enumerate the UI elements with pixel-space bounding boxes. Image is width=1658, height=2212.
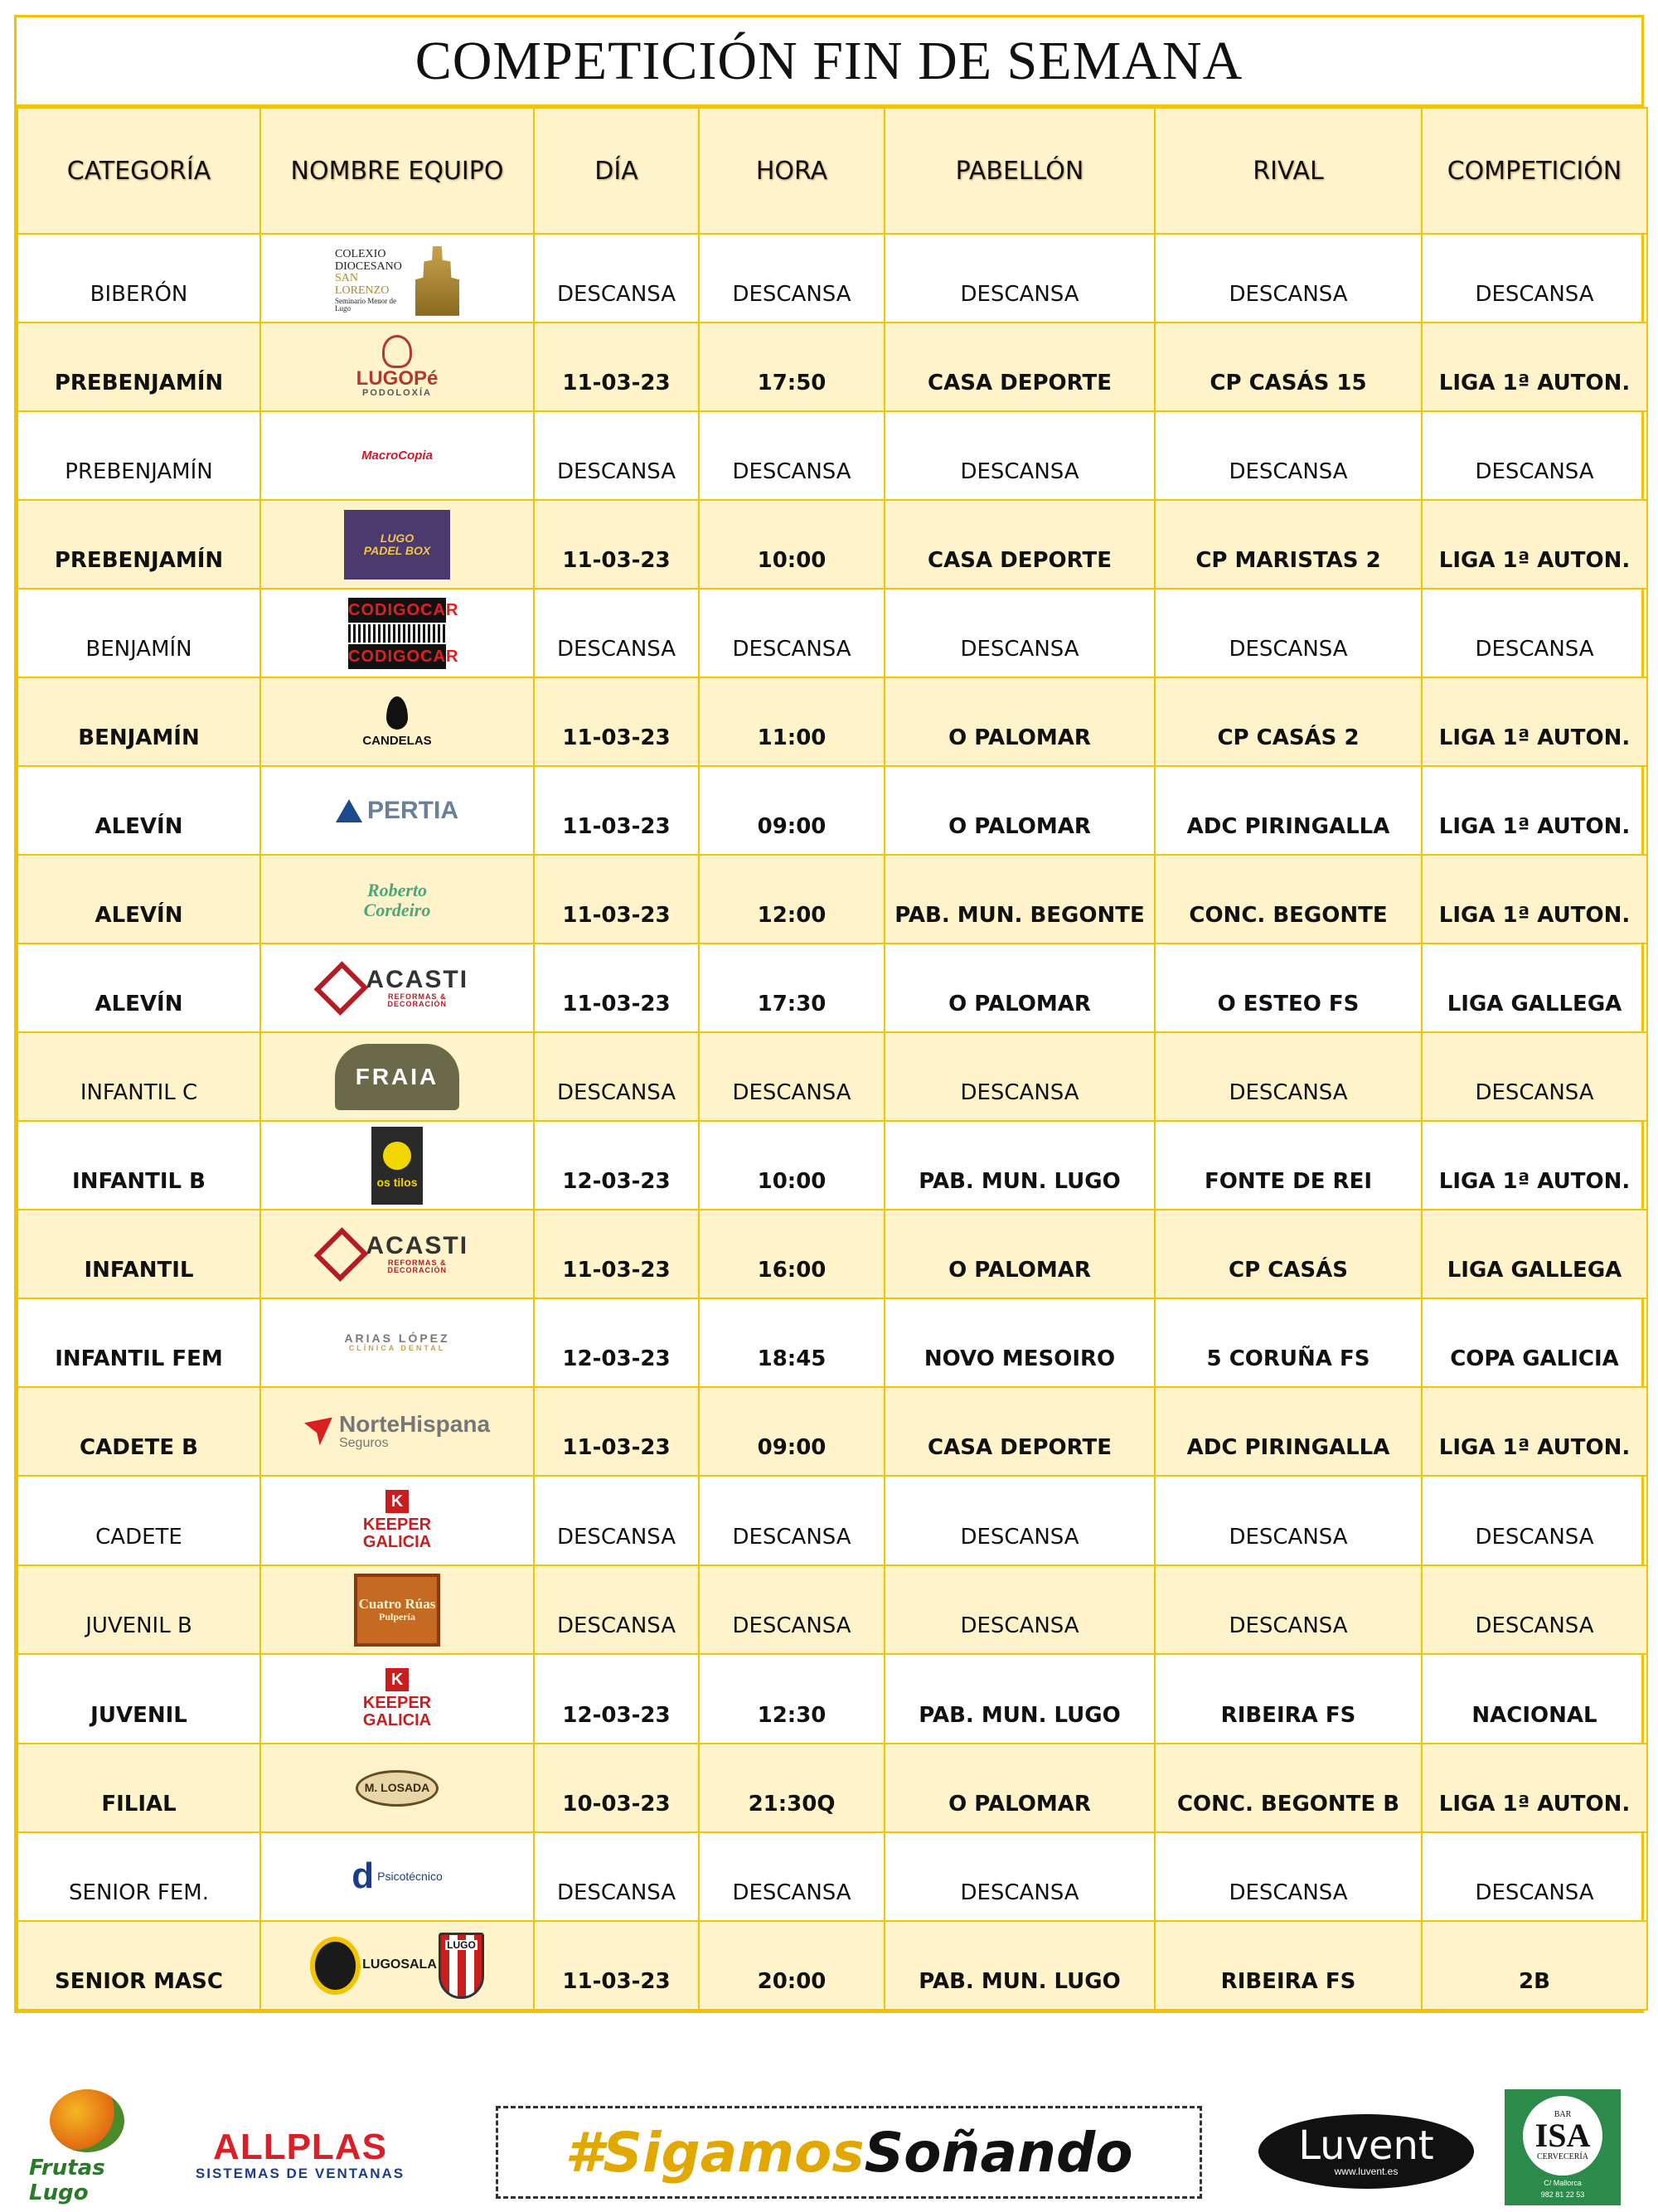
- cell-hora: 10:00: [699, 500, 885, 589]
- fruit-icon: [50, 2089, 124, 2152]
- cell-pabellon: O PALOMAR: [885, 1210, 1155, 1298]
- team-logo-cell: [260, 234, 534, 323]
- cell-rival: RIBEIRA FS: [1155, 1921, 1422, 2010]
- team-logo-cell: [260, 411, 534, 500]
- cell-dia: 11-03-23: [534, 1921, 699, 2010]
- logo-text: M. LOSADA: [364, 1781, 430, 1795]
- cell-rival: DESCANSA: [1155, 589, 1422, 677]
- logo-text: ACASTI: [366, 966, 469, 994]
- cell-competicion: LIGA 1ª AUTON.: [1422, 500, 1647, 589]
- cell-categoria: CADETE: [17, 1476, 260, 1565]
- team-logo-cell: [260, 677, 534, 766]
- cell-rival: DESCANSA: [1155, 1476, 1422, 1565]
- cell-categoria: SENIOR MASC: [17, 1921, 260, 2010]
- lugope-logo: [339, 330, 455, 405]
- team-logo-cell: [260, 1210, 534, 1298]
- cell-dia: DESCANSA: [534, 411, 699, 500]
- cell-rival: DESCANSA: [1155, 1032, 1422, 1121]
- cell-categoria: ALEVÍN: [17, 766, 260, 855]
- team-logo-cell: [260, 1744, 534, 1832]
- cell-competicion: DESCANSA: [1422, 1832, 1647, 1921]
- cell-rival: CP CASÁS 15: [1155, 323, 1422, 411]
- cell-hora: 12:30: [699, 1654, 885, 1744]
- cell-hora: DESCANSA: [699, 234, 885, 323]
- acasti-mark-icon: [314, 961, 368, 1015]
- table-header-row: [17, 108, 1647, 234]
- team-logo-cell: [260, 943, 534, 1032]
- foot-icon: [382, 335, 412, 368]
- church-tower-icon: [415, 246, 459, 316]
- sponsor-luvent-logo: [1258, 2114, 1474, 2189]
- candelas-logo: [356, 685, 439, 759]
- isa-phone: 982 81 22 53: [1540, 2190, 1585, 2199]
- macrocopia-logo: [351, 431, 443, 481]
- cell-pabellon: DESCANSA: [885, 1476, 1155, 1565]
- sponsor-bar-isa-logo: [1505, 2089, 1621, 2205]
- cell-dia: 11-03-23: [534, 766, 699, 855]
- logo-text: Roberto Cordeiro: [363, 880, 431, 920]
- cell-categoria: SENIOR FEM.: [17, 1832, 260, 1921]
- cell-pabellon: O PALOMAR: [885, 766, 1155, 855]
- header-nombre-equipo: NOMBRE EQUIPO: [260, 108, 534, 234]
- cell-dia: 10-03-23: [534, 1744, 699, 1832]
- cell-dia: DESCANSA: [534, 1832, 699, 1921]
- cell-rival: DESCANSA: [1155, 1832, 1422, 1921]
- cell-competicion: DESCANSA: [1422, 1032, 1647, 1121]
- cell-competicion: DESCANSA: [1422, 1476, 1647, 1565]
- cell-dia: 11-03-23: [534, 855, 699, 943]
- cell-pabellon: DESCANSA: [885, 589, 1155, 677]
- team-logo-cell: [260, 1032, 534, 1121]
- keeper-galicia-logo: [351, 1658, 443, 1739]
- cell-categoria: JUVENIL: [17, 1654, 260, 1744]
- cell-competicion: DESCANSA: [1422, 234, 1647, 323]
- logo-text: LUGOSALA: [362, 1957, 437, 1972]
- logo-text: os tilos: [376, 1176, 418, 1190]
- cell-competicion: COPA GALICIA: [1422, 1298, 1647, 1387]
- logo-text: LUGO: [447, 1938, 476, 1951]
- cell-competicion: LIGA 1ª AUTON.: [1422, 766, 1647, 855]
- cell-pabellon: CASA DEPORTE: [885, 323, 1155, 411]
- cell-competicion: LIGA 1ª AUTON.: [1422, 1387, 1647, 1476]
- cell-hora: 10:00: [699, 1121, 885, 1210]
- cell-pabellon: DESCANSA: [885, 234, 1155, 323]
- logo-text: d: [351, 1855, 375, 1897]
- psicotecnico-logo: [351, 1848, 443, 1906]
- table-row: [17, 855, 1647, 943]
- logo-text: Pulpería: [379, 1611, 415, 1623]
- schedule-body: [17, 234, 1647, 2010]
- logo-text: MacroCopia: [361, 448, 433, 463]
- cell-hora: 17:30: [699, 943, 885, 1032]
- cell-rival: ADC PIRINGALLA: [1155, 1387, 1422, 1476]
- cell-competicion: DESCANSA: [1422, 411, 1647, 500]
- isa-top: BAR: [1554, 2110, 1572, 2119]
- cell-pabellon: PAB. MUN. LUGO: [885, 1121, 1155, 1210]
- cell-rival: CONC. BEGONTE: [1155, 855, 1422, 943]
- cell-rival: 5 CORUÑA FS: [1155, 1298, 1422, 1387]
- cell-hora: 16:00: [699, 1210, 885, 1298]
- fraia-logo: [335, 1044, 459, 1110]
- cell-pabellon: PAB. MUN. LUGO: [885, 1654, 1155, 1744]
- cell-categoria: INFANTIL: [17, 1210, 260, 1298]
- cell-pabellon: DESCANSA: [885, 411, 1155, 500]
- cell-pabellon: O PALOMAR: [885, 677, 1155, 766]
- allplas-name: ALLPLAS: [213, 2127, 387, 2167]
- cell-dia: 11-03-23: [534, 943, 699, 1032]
- nortehispana-mark-icon: [304, 1418, 332, 1446]
- table-row: [17, 234, 1647, 323]
- logo-text: CODIGOCAR: [348, 644, 446, 669]
- luvent-name: Luvent: [1298, 2122, 1434, 2169]
- cell-categoria: INFANTIL FEM: [17, 1298, 260, 1387]
- table-row: [17, 1832, 1647, 1921]
- team-logo-cell: [260, 1476, 534, 1565]
- nortehispana-logo: [302, 1407, 492, 1457]
- cell-pabellon: PAB. MUN. BEGONTE: [885, 855, 1155, 943]
- header-categoria: CATEGORÍA: [17, 108, 260, 234]
- cell-rival: CP CASÁS 2: [1155, 677, 1422, 766]
- logo-text: PERTIA: [366, 796, 458, 824]
- cell-pabellon: CASA DEPORTE: [885, 1387, 1155, 1476]
- cell-categoria: ALEVÍN: [17, 855, 260, 943]
- cell-dia: DESCANSA: [534, 1476, 699, 1565]
- allplas-tagline: SISTEMAS DE VENTANAS: [195, 2166, 405, 2181]
- os-tilos-logo: [371, 1127, 423, 1205]
- cell-categoria: BIBERÓN: [17, 234, 260, 323]
- arias-lopez-logo: [335, 1322, 459, 1364]
- cell-categoria: PREBENJAMÍN: [17, 500, 260, 589]
- cell-hora: 21:30Q: [699, 1744, 885, 1832]
- isa-sub: CERVECERÍA: [1537, 2152, 1588, 2161]
- logo-text: SAN LORENZO: [335, 272, 390, 298]
- cell-competicion: LIGA 1ª AUTON.: [1422, 855, 1647, 943]
- table-row: [17, 323, 1647, 411]
- cell-competicion: LIGA 1ª AUTON.: [1422, 677, 1647, 766]
- isa-name: ISA: [1534, 2117, 1591, 2154]
- acasti-logo: [322, 955, 472, 1021]
- logo-text: FRAIA: [355, 1063, 439, 1089]
- logo-text: NorteHispana: [338, 1411, 491, 1438]
- colexio-san-lorenzo-logo: [335, 244, 459, 318]
- table-row: [17, 1921, 1647, 2010]
- team-logo-cell: [260, 1121, 534, 1210]
- team-logo-cell: [260, 766, 534, 855]
- cell-dia: 11-03-23: [534, 323, 699, 411]
- cell-dia: 11-03-23: [534, 1387, 699, 1476]
- cell-hora: DESCANSA: [699, 1476, 885, 1565]
- pertia-logo: [331, 790, 463, 832]
- logo-text: Psicotécnico: [377, 1870, 443, 1884]
- sponsor-frutas-lugo-logo: [29, 2089, 145, 2205]
- triangle-icon: [336, 799, 362, 822]
- table-row: [17, 1210, 1647, 1298]
- team-logo-cell: [260, 1298, 534, 1387]
- cell-pabellon: DESCANSA: [885, 1032, 1155, 1121]
- cell-categoria: BENJAMÍN: [17, 677, 260, 766]
- logo-text: Cuatro Rúas: [358, 1596, 436, 1613]
- cell-hora: 12:00: [699, 855, 885, 943]
- page-title: COMPETICIÓN FIN DE SEMANA: [17, 17, 1641, 107]
- cell-categoria: BENJAMÍN: [17, 589, 260, 677]
- cell-competicion: NACIONAL: [1422, 1654, 1647, 1744]
- table-row: [17, 1654, 1647, 1744]
- cell-dia: DESCANSA: [534, 589, 699, 677]
- cell-competicion: LIGA 1ª AUTON.: [1422, 1121, 1647, 1210]
- sponsor-frutas-label: Frutas Lugo: [29, 2156, 105, 2205]
- cell-rival: ADC PIRINGALLA: [1155, 766, 1422, 855]
- slogan-box: [496, 2106, 1202, 2199]
- barcode-icon: [348, 624, 446, 643]
- logo-text: DIOCESANO: [335, 260, 402, 273]
- table-row: [17, 1387, 1647, 1476]
- cell-categoria: INFANTIL C: [17, 1032, 260, 1121]
- lugo-shield-icon: [439, 1933, 484, 1999]
- cell-rival: O ESTEO FS: [1155, 943, 1422, 1032]
- cell-rival: FONTE DE REI: [1155, 1121, 1422, 1210]
- team-logo-cell: [260, 1832, 534, 1921]
- cell-pabellon: NOVO MESOIRO: [885, 1298, 1155, 1387]
- cell-categoria: PREBENJAMÍN: [17, 323, 260, 411]
- team-logo-cell: [260, 1565, 534, 1654]
- cell-pabellon: O PALOMAR: [885, 1744, 1155, 1832]
- logo-text: PADEL BOX: [363, 543, 431, 557]
- isa-address: C/ Mallorca: [1544, 2179, 1582, 2187]
- cell-competicion: DESCANSA: [1422, 1565, 1647, 1654]
- cell-competicion: DESCANSA: [1422, 589, 1647, 677]
- cell-categoria: PREBENJAMÍN: [17, 411, 260, 500]
- table-row: [17, 1476, 1647, 1565]
- logo-text: Seminario Menor de Lugo: [335, 296, 396, 313]
- codigocar-logo: [347, 594, 459, 673]
- cell-dia: 12-03-23: [534, 1298, 699, 1387]
- cell-hora: 20:00: [699, 1921, 885, 2010]
- logo-text: LUGO: [380, 531, 414, 545]
- schedule-table: [17, 107, 1648, 2011]
- cell-rival: RIBEIRA FS: [1155, 1654, 1422, 1744]
- slogan-part-2: Soñando: [864, 2120, 1133, 2185]
- cell-categoria: JUVENIL B: [17, 1565, 260, 1654]
- cell-competicion: LIGA GALLEGA: [1422, 1210, 1647, 1298]
- cell-pabellon: DESCANSA: [885, 1832, 1155, 1921]
- keeper-galicia-logo: [351, 1480, 443, 1561]
- logo-text: ARIAS LÓPEZ: [344, 1332, 450, 1346]
- cell-competicion: 2B: [1422, 1921, 1647, 2010]
- cell-pabellon: PAB. MUN. LUGO: [885, 1921, 1155, 2010]
- header-pabellon: PABELLÓN: [885, 108, 1155, 234]
- isa-badge: [1523, 2096, 1602, 2176]
- cell-pabellon: DESCANSA: [885, 1565, 1155, 1654]
- cell-categoria: ALEVÍN: [17, 943, 260, 1032]
- team-logo-cell: [260, 1921, 534, 2010]
- cell-dia: DESCANSA: [534, 234, 699, 323]
- header-rival: RIVAL: [1155, 108, 1422, 234]
- table-row: [17, 943, 1647, 1032]
- logo-text: K: [385, 1490, 409, 1513]
- logo-text: ACASTI: [366, 1232, 469, 1260]
- table-row: [17, 500, 1647, 589]
- cell-hora: DESCANSA: [699, 1832, 885, 1921]
- header-competicion: COMPETICIÓN: [1422, 108, 1647, 234]
- cell-hora: DESCANSA: [699, 411, 885, 500]
- cell-pabellon: CASA DEPORTE: [885, 500, 1155, 589]
- cell-hora: 18:45: [699, 1298, 885, 1387]
- lugo-padel-box-logo: [344, 510, 450, 580]
- roberto-cordeiro-logo: [335, 880, 459, 921]
- cell-dia: 11-03-23: [534, 1210, 699, 1298]
- logo-text: COLEXIO: [335, 248, 386, 261]
- cell-hora: 09:00: [699, 1387, 885, 1476]
- table-row: [17, 589, 1647, 677]
- cell-categoria: INFANTIL B: [17, 1121, 260, 1210]
- table-row: [17, 1032, 1647, 1121]
- team-logo-cell: [260, 1654, 534, 1744]
- lugosala-logo: [310, 1928, 484, 2003]
- logo-text: Seguros: [338, 1435, 389, 1450]
- cell-rival: CONC. BEGONTE B: [1155, 1744, 1422, 1832]
- team-logo-cell: [260, 1387, 534, 1476]
- cell-dia: 12-03-23: [534, 1121, 699, 1210]
- luvent-url: www.luvent.es: [1334, 2166, 1399, 2177]
- table-row: [17, 1121, 1647, 1210]
- cell-dia: 12-03-23: [534, 1654, 699, 1744]
- cell-dia: DESCANSA: [534, 1565, 699, 1654]
- header-dia: DÍA: [534, 108, 699, 234]
- logo-text: LUGOPé: [356, 367, 439, 390]
- cell-hora: 11:00: [699, 677, 885, 766]
- cell-rival: DESCANSA: [1155, 411, 1422, 500]
- cell-categoria: FILIAL: [17, 1744, 260, 1832]
- cell-competicion: LIGA 1ª AUTON.: [1422, 1744, 1647, 1832]
- cell-hora: DESCANSA: [699, 1565, 885, 1654]
- sponsor-footer: [0, 2089, 1658, 2212]
- logo-text: K: [385, 1668, 409, 1691]
- logo-text: CODIGOCAR: [348, 598, 446, 623]
- flame-drop-icon: [386, 696, 408, 730]
- logo-text: REFORMAS & DECORACIÓN: [387, 992, 448, 1009]
- cell-hora: DESCANSA: [699, 1032, 885, 1121]
- cell-pabellon: O PALOMAR: [885, 943, 1155, 1032]
- acasti-logo: [322, 1221, 472, 1288]
- team-logo-cell: [260, 323, 534, 411]
- logo-text: PODOLOXÍA: [361, 388, 432, 399]
- cell-dia: DESCANSA: [534, 1032, 699, 1121]
- cell-dia: 11-03-23: [534, 677, 699, 766]
- cell-categoria: CADETE B: [17, 1387, 260, 1476]
- cell-hora: 17:50: [699, 323, 885, 411]
- cell-dia: 11-03-23: [534, 500, 699, 589]
- header-hora: HORA: [699, 108, 885, 234]
- cuatro-ruas-logo: [354, 1574, 440, 1647]
- sponsor-allplas-logo: [176, 2127, 424, 2185]
- logo-text: CLÍNICA DENTAL: [348, 1344, 446, 1353]
- cell-hora: 09:00: [699, 766, 885, 855]
- ball-icon: [310, 1937, 361, 1995]
- logo-text: CANDELAS: [362, 733, 432, 748]
- schedule-sheet: [14, 15, 1644, 2013]
- table-row: [17, 1565, 1647, 1654]
- table-row: [17, 1744, 1647, 1832]
- logo-text: KEEPER GALICIA: [362, 1516, 432, 1551]
- slogan-part-1: #Sigamos: [565, 2120, 865, 2185]
- cell-competicion: LIGA GALLEGA: [1422, 943, 1647, 1032]
- logo-text: KEEPER GALICIA: [362, 1694, 432, 1729]
- table-row: [17, 1298, 1647, 1387]
- smiley-icon: [383, 1142, 411, 1170]
- team-logo-cell: [260, 855, 534, 943]
- cell-rival: CP MARISTAS 2: [1155, 500, 1422, 589]
- acasti-mark-icon: [314, 1227, 368, 1281]
- team-logo-cell: [260, 500, 534, 589]
- table-row: [17, 677, 1647, 766]
- cell-hora: DESCANSA: [699, 589, 885, 677]
- logo-text: REFORMAS & DECORACIÓN: [387, 1258, 448, 1275]
- cell-rival: DESCANSA: [1155, 234, 1422, 323]
- cell-competicion: LIGA 1ª AUTON.: [1422, 323, 1647, 411]
- m-losada-logo: [356, 1770, 439, 1807]
- table-row: [17, 766, 1647, 855]
- table-row: [17, 411, 1647, 500]
- cell-rival: CP CASÁS: [1155, 1210, 1422, 1298]
- team-logo-cell: [260, 589, 534, 677]
- cell-rival: DESCANSA: [1155, 1565, 1422, 1654]
